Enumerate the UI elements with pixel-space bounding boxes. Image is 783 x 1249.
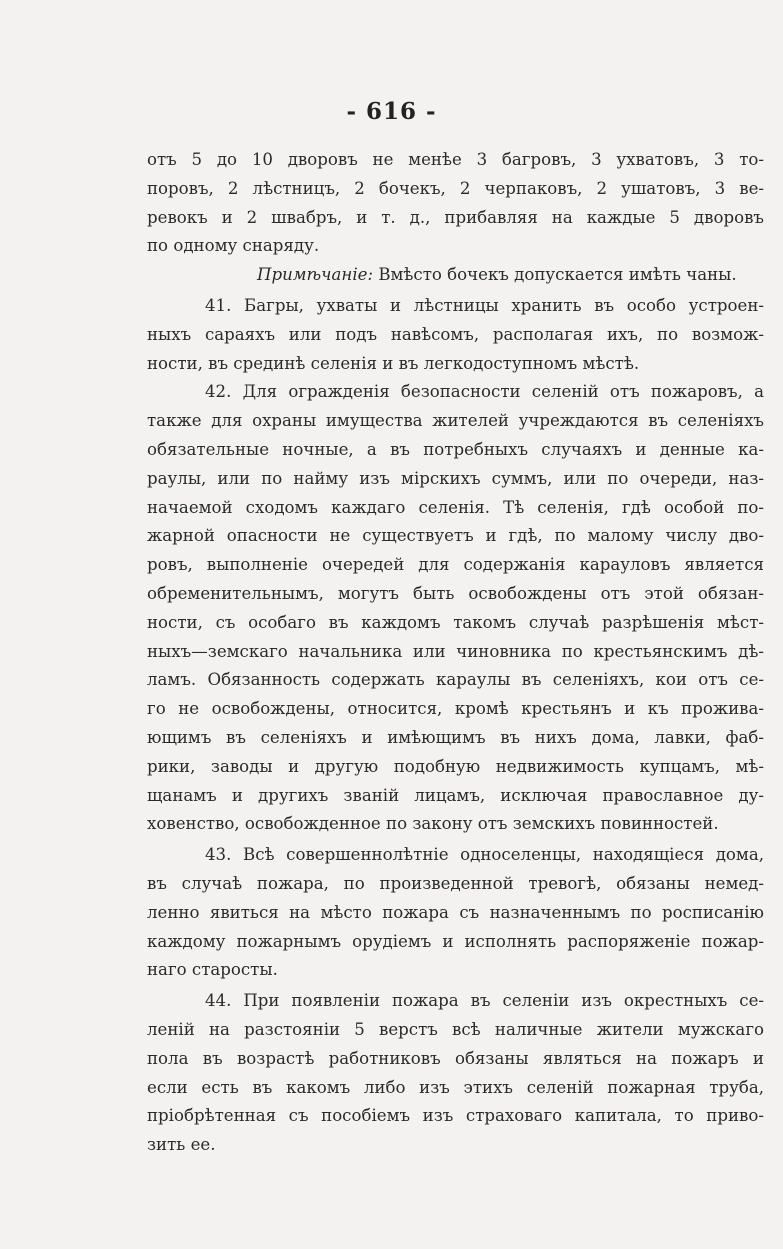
article-42 <box>147 378 764 839</box>
text-body <box>147 146 764 1160</box>
text-line: ности, съ особаго въ каждомъ такомъ случаѣ разрѣшенія мѣст- <box>147 612 764 632</box>
text-line: поровъ, 2 лѣстницъ, 2 бочекъ, 2 черпаковъ, 2 ушатовъ, 3 ве- <box>147 178 764 198</box>
text-line: ныхъ сараяхъ или подъ навѣсомъ, располагая ихъ, по возмож- <box>147 324 764 344</box>
text-line: отъ 5 до 10 дворовъ не менѣе 3 багровъ, 3 ухватовъ, 3 то- <box>147 150 764 169</box>
paragraph-continuation <box>147 146 764 261</box>
text-line: наго старосты. <box>147 960 278 980</box>
text-line: каждому пожарнымъ орудіемъ и исполнять распоряженіе пожар- <box>147 931 764 951</box>
text-line: ленно явиться на мѣсто пожара съ назначеннымъ по росписанію <box>147 902 764 922</box>
text-line: го не освобождены, относится, кромѣ крестьянъ и къ прожива- <box>147 699 764 719</box>
text-line: по одному снаряду. <box>147 236 320 256</box>
article-44 <box>147 987 764 1160</box>
note-text: Вмѣсто бочекъ допускается имѣть чаны. <box>373 265 737 285</box>
page-number: - 616 - <box>346 98 437 125</box>
text-line: также для охраны имущества жителей учреждаются въ селеніяхъ <box>147 411 764 431</box>
text-line: ревокъ и 2 швабръ, и т. д., прибавляя на каждые 5 дворовъ <box>147 207 764 227</box>
article-43 <box>147 841 764 985</box>
text-line: ровъ, выполненіе очередей для содержанія карауловъ является <box>147 555 764 575</box>
text-line: 44. При появленіи пожара въ селеніи изъ окрестныхъ се- <box>205 991 764 1011</box>
text-line: 43. Всѣ совершеннолѣтніе односеленцы, находящіеся дома, <box>205 845 764 865</box>
text-line: обременительнымъ, могутъ быть освобождены отъ этой обязан- <box>147 583 764 603</box>
text-line: жарной опасности не существуетъ и гдѣ, по малому числу дво- <box>147 526 764 546</box>
text-line: ховенство, освобожденное по закону отъ земскихъ повинностей. <box>147 814 719 834</box>
text-line: леній на разстояніи 5 верстъ всѣ наличные жители мужскаго <box>147 1019 764 1039</box>
text-line: пріобрѣтенная съ пособіемъ изъ страховаго капитала, то приво- <box>147 1106 764 1126</box>
text-line: раулы, или по найму изъ мірскихъ суммъ, или по очереди, наз- <box>147 468 764 488</box>
text-line: ющимъ въ селеніяхъ и имѣющимъ въ нихъ дома, лавки, фаб- <box>147 727 764 747</box>
text-line: начаемой сходомъ каждаго селенія. Тѣ селенія, гдѣ особой по- <box>147 497 764 517</box>
text-line: 41. Багры, ухваты и лѣстницы хранить въ особо устроен- <box>205 295 764 315</box>
text-line: если есть въ какомъ либо изъ этихъ селеній пожарная труба, <box>147 1077 764 1097</box>
text-line: обязательные ночные, а въ потребныхъ случаяхъ и денные ка- <box>147 439 764 459</box>
text-line: 42. Для огражденія безопасности селеній отъ пожаровъ, а <box>205 382 764 402</box>
article-41 <box>147 292 764 378</box>
text-line: ныхъ—земскаго начальника или чиновника по крестьянскимъ дѣ- <box>147 641 764 661</box>
text-line: въ случаѣ пожара, по произведенной тревогѣ, обязаны немед- <box>147 873 764 893</box>
note-label: Примѣчаніе: <box>257 265 374 285</box>
note-paragraph <box>147 261 764 290</box>
text-line: зить ее. <box>147 1135 216 1155</box>
text-line: ламъ. Обязанность содержать караулы въ селеніяхъ, кои отъ се- <box>147 670 764 690</box>
text-line: пола въ возрастѣ работниковъ обязаны являться на пожаръ и <box>147 1048 764 1068</box>
text-line: рики, заводы и другую подобную недвижимость купцамъ, мѣ- <box>147 756 764 776</box>
text-line: щанамъ и другихъ званій лицамъ, исключая православное ду- <box>147 785 764 805</box>
text-line: ности, въ срединѣ селенія и въ легкодоступномъ мѣстѣ. <box>147 353 640 373</box>
